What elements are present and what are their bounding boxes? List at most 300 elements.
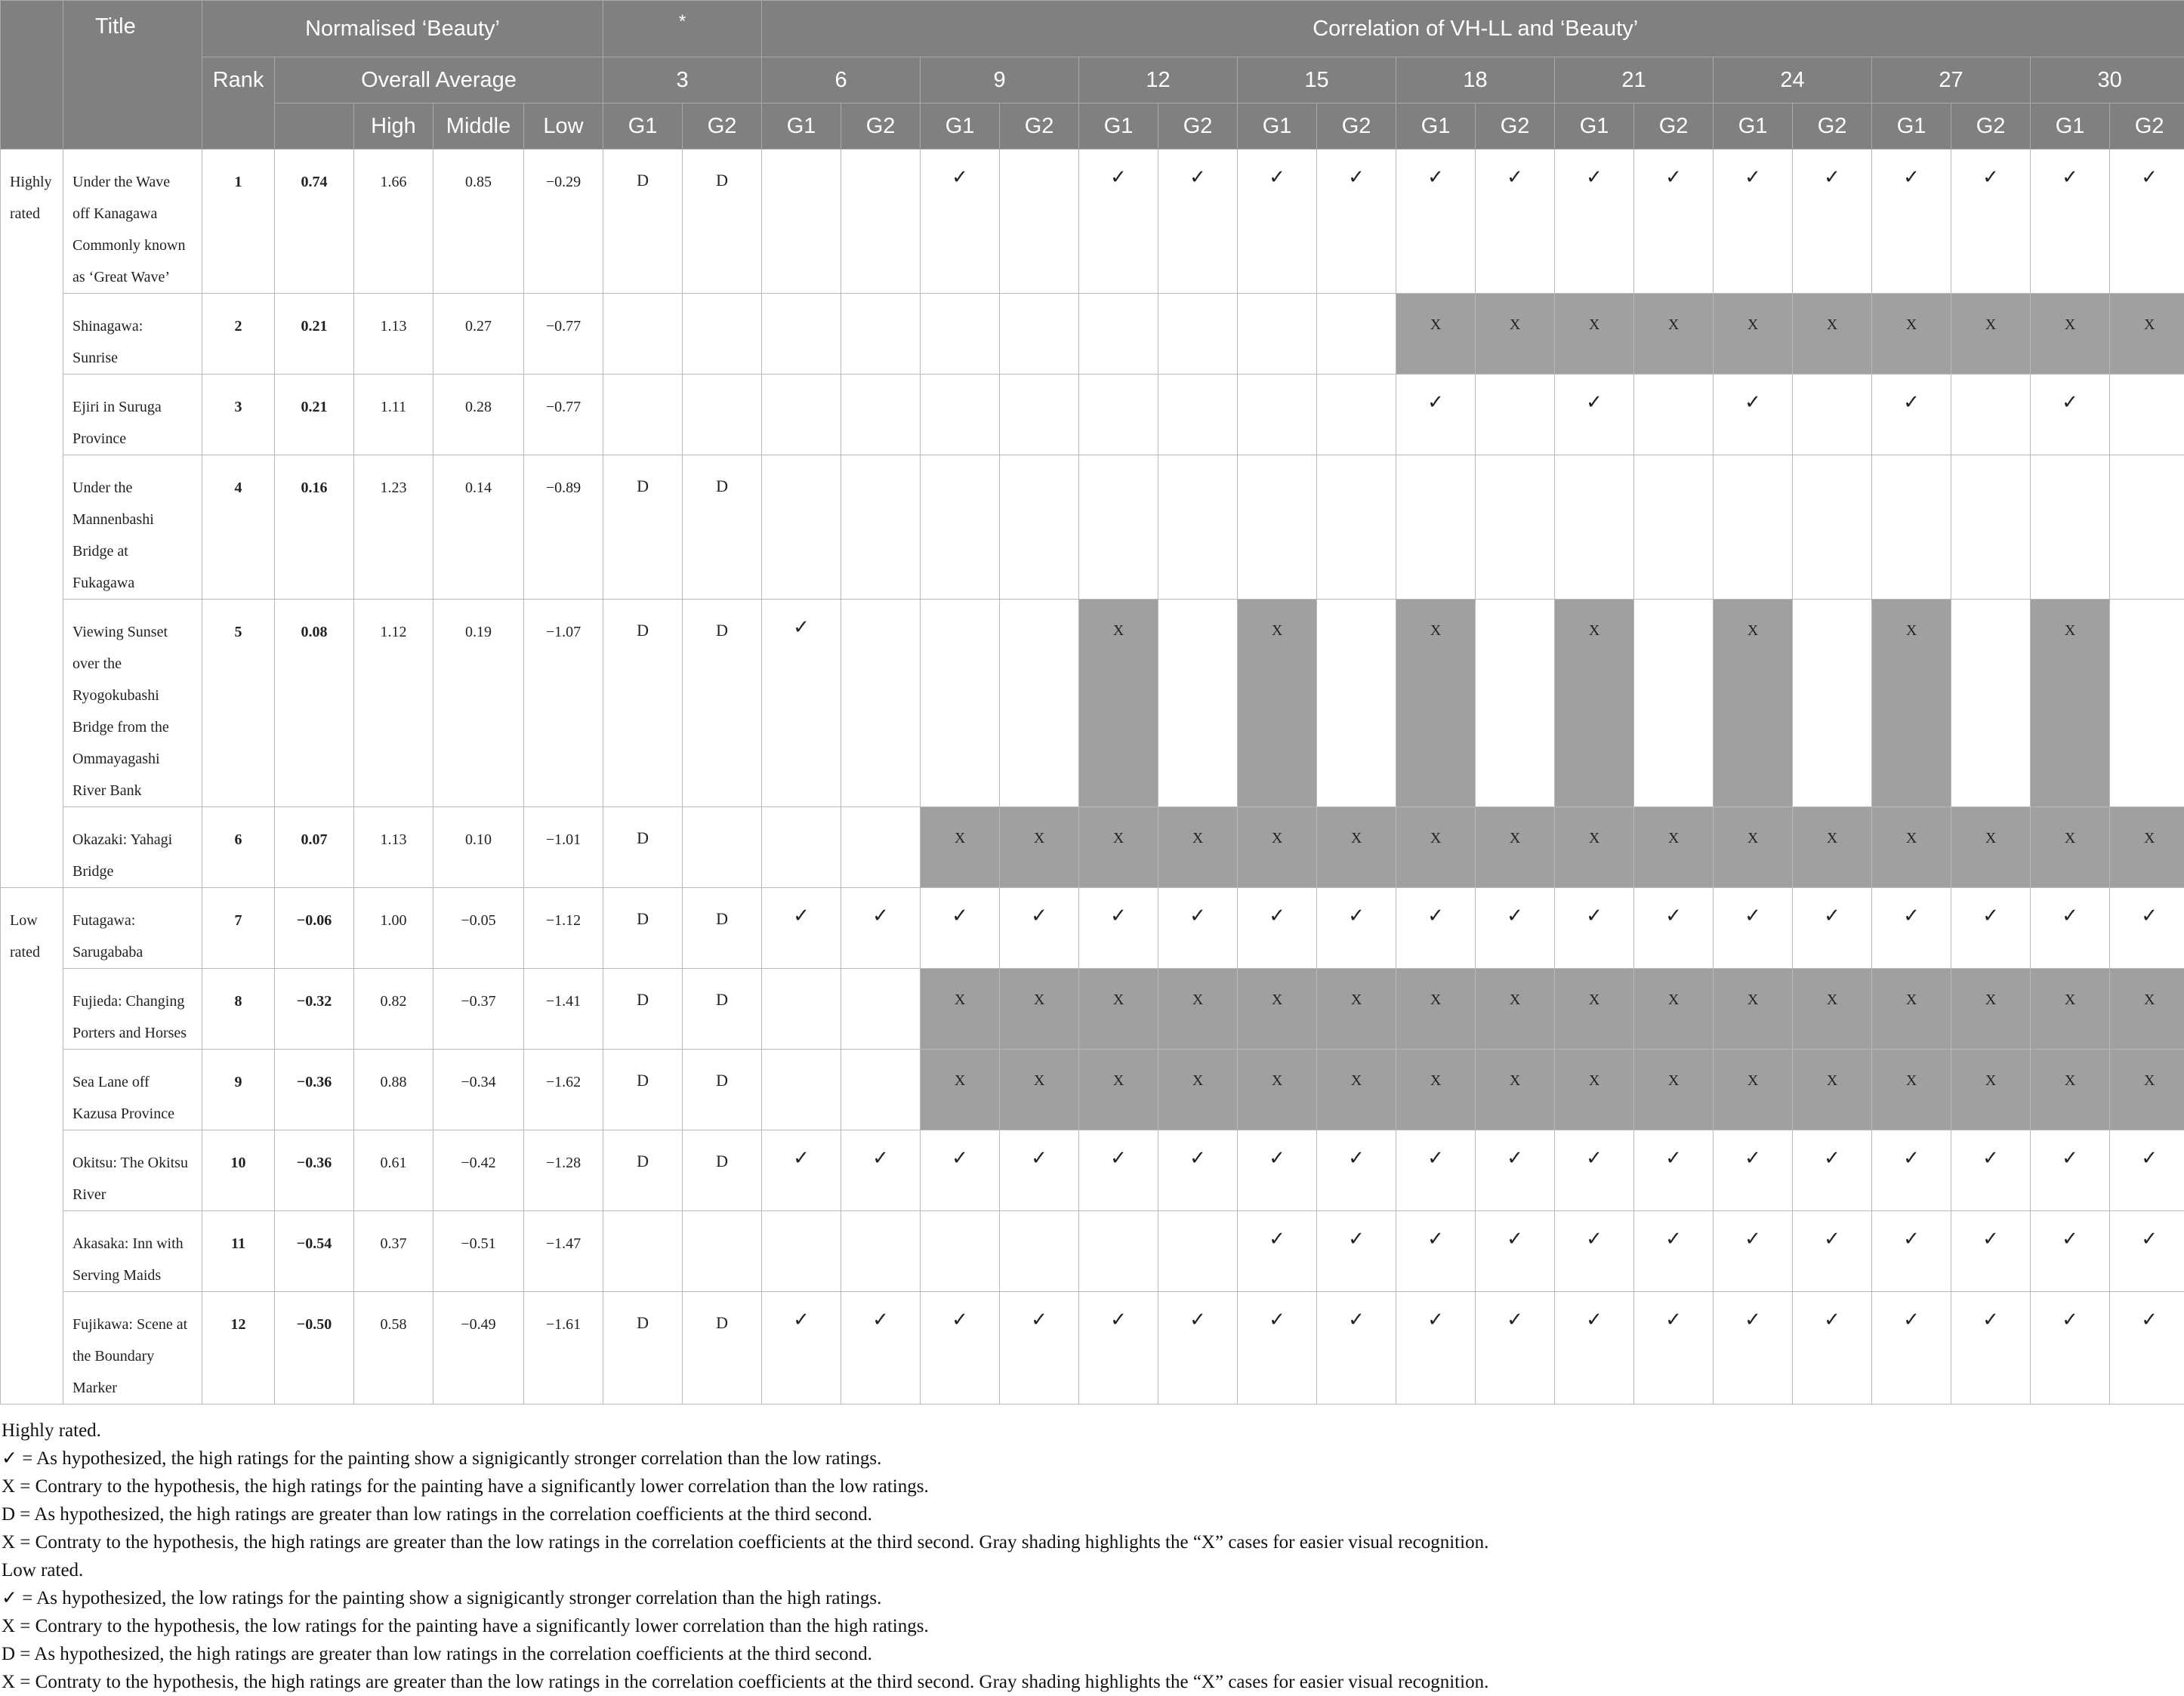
rank-cell: 8 (202, 969, 275, 1050)
mark-x-cell: X (1238, 807, 1317, 888)
painting-title (63, 294, 202, 375)
rank-cell: 1 (202, 150, 275, 294)
header-avg-blank (275, 103, 354, 150)
mark-empty-cell (1634, 600, 1714, 807)
mark-empty-cell (921, 294, 1000, 375)
table-row (1, 1211, 2184, 1292)
mark-check-cell: ✓ (1317, 150, 1396, 294)
middle-cell: −0.34 (433, 1050, 524, 1130)
mark-empty-cell (841, 1211, 921, 1292)
painting-title (63, 1130, 202, 1211)
mark-check-cell: ✓ (921, 1292, 1000, 1405)
mark-x-cell: X (1476, 807, 1555, 888)
middle-cell: 0.10 (433, 807, 524, 888)
table-header (1, 1, 2184, 150)
footnote-line: ✓ = As hypothesized, the low ratings for the painting show a signigicantly stronger correlation than the high ratings. (2, 1584, 2176, 1612)
overall-average-cell: 0.21 (275, 375, 354, 455)
mark-d-cell: D (683, 455, 762, 600)
group-label-line: Highly (10, 166, 63, 198)
mark-empty-cell (841, 807, 921, 888)
low-cell: −0.77 (524, 375, 603, 455)
mark-x-cell: X (1951, 807, 2031, 888)
mark-check-cell: ✓ (1000, 1292, 1079, 1405)
mark-empty-cell (1951, 600, 2031, 807)
header-g2: G2 (1158, 103, 1238, 150)
painting-title (63, 455, 202, 600)
mark-check-cell: ✓ (1476, 1292, 1555, 1405)
header-second: 30 (2031, 57, 2184, 103)
group-label (1, 888, 63, 1405)
middle-cell: 0.28 (433, 375, 524, 455)
high-cell: 1.00 (354, 888, 433, 969)
painting-title-line: Fukagawa (72, 567, 197, 599)
mark-x-cell: X (1158, 1050, 1238, 1130)
mark-check-cell: ✓ (1872, 1130, 1951, 1211)
mark-check-cell: ✓ (1158, 888, 1238, 969)
mark-check-cell: ✓ (1714, 1211, 1793, 1292)
mark-empty-cell (841, 455, 921, 600)
mark-x-cell: X (1951, 294, 2031, 375)
mark-check-cell: ✓ (2110, 888, 2184, 969)
mark-empty-cell (1793, 375, 1872, 455)
mark-x-cell: X (1555, 600, 1634, 807)
header-rank: Rank (202, 57, 275, 150)
mark-empty-cell (1555, 455, 1634, 600)
overall-average-cell: 0.08 (275, 600, 354, 807)
painting-title-line: Under the (72, 472, 197, 504)
table-row (1, 1130, 2184, 1211)
low-cell: −1.61 (524, 1292, 603, 1405)
header-g1: G1 (1396, 103, 1476, 150)
footnote-line: X = Contrary to the hypothesis, the low ratings for the painting have a significantly lower correlation than the high ratings. (2, 1612, 2176, 1640)
header-normalised-beauty: Normalised ‘Beauty’ (202, 1, 603, 57)
mark-check-cell: ✓ (2110, 1130, 2184, 1211)
mark-check-cell: ✓ (1158, 150, 1238, 294)
header-second: 21 (1555, 57, 1714, 103)
mark-d-cell: D (603, 969, 683, 1050)
high-cell: 1.12 (354, 600, 433, 807)
mark-empty-cell (1158, 455, 1238, 600)
mark-empty-cell (1000, 600, 1079, 807)
low-cell: −1.12 (524, 888, 603, 969)
painting-title (63, 969, 202, 1050)
mark-empty-cell (1079, 294, 1158, 375)
mark-x-cell: X (2031, 294, 2110, 375)
mark-check-cell: ✓ (1872, 1292, 1951, 1405)
mark-x-cell: X (2110, 807, 2184, 888)
mark-x-cell: X (2031, 969, 2110, 1050)
middle-cell: 0.14 (433, 455, 524, 600)
table-row (1, 150, 2184, 294)
mark-x-cell: X (1317, 1050, 1396, 1130)
mark-empty-cell (841, 294, 921, 375)
painting-title-line: Mannenbashi (72, 504, 197, 535)
painting-title-line: Okazaki: Yahagi (72, 824, 197, 856)
mark-empty-cell (1079, 455, 1158, 600)
mark-x-cell: X (1951, 969, 2031, 1050)
mark-empty-cell (841, 969, 921, 1050)
mark-check-cell: ✓ (2031, 888, 2110, 969)
mark-check-cell: ✓ (1079, 1292, 1158, 1405)
mark-check-cell: ✓ (1317, 1292, 1396, 1405)
rank-cell: 10 (202, 1130, 275, 1211)
mark-empty-cell (1793, 600, 1872, 807)
mark-check-cell: ✓ (1396, 1130, 1476, 1211)
rank-cell: 2 (202, 294, 275, 375)
low-cell: −1.01 (524, 807, 603, 888)
header-g1: G1 (762, 103, 841, 150)
mark-empty-cell (603, 375, 683, 455)
mark-x-cell: X (1396, 1050, 1476, 1130)
mark-x-cell: X (1396, 969, 1476, 1050)
footnote-line: ✓ = As hypothesized, the high ratings for the painting show a signigicantly stronger correlation than the low ratings. (2, 1445, 2176, 1472)
mark-check-cell: ✓ (1476, 1211, 1555, 1292)
mark-d-cell: D (603, 455, 683, 600)
mark-d-cell: D (683, 1130, 762, 1211)
mark-empty-cell (1079, 1211, 1158, 1292)
mark-empty-cell (683, 1211, 762, 1292)
mark-check-cell: ✓ (1872, 1211, 1951, 1292)
mark-x-cell: X (1634, 969, 1714, 1050)
mark-d-cell: D (683, 888, 762, 969)
mark-d-cell: D (603, 807, 683, 888)
painting-title-line: Bridge at (72, 535, 197, 567)
mark-empty-cell (1317, 455, 1396, 600)
mark-check-cell: ✓ (1951, 1292, 2031, 1405)
rank-cell: 9 (202, 1050, 275, 1130)
mark-x-cell: X (1317, 969, 1396, 1050)
mark-empty-cell (762, 969, 841, 1050)
mark-x-cell: X (921, 969, 1000, 1050)
mark-x-cell: X (2110, 969, 2184, 1050)
mark-check-cell: ✓ (2031, 1292, 2110, 1405)
mark-x-cell: X (1951, 1050, 2031, 1130)
painting-title (63, 375, 202, 455)
header-g1: G1 (2031, 103, 2110, 150)
mark-empty-cell (762, 1211, 841, 1292)
mark-empty-cell (1158, 600, 1238, 807)
mark-empty-cell (762, 375, 841, 455)
mark-check-cell: ✓ (1793, 888, 1872, 969)
painting-title-line: River Bank (72, 775, 197, 806)
mark-x-cell: X (1793, 969, 1872, 1050)
mark-empty-cell (1000, 1211, 1079, 1292)
header-second: 6 (762, 57, 921, 103)
painting-title-line: Porters and Horses (72, 1017, 197, 1049)
painting-title (63, 600, 202, 807)
mark-check-cell: ✓ (762, 1130, 841, 1211)
painting-title (63, 1050, 202, 1130)
mark-empty-cell (1396, 455, 1476, 600)
table-row (1, 455, 2184, 600)
painting-title-line: Serving Maids (72, 1260, 197, 1291)
mark-check-cell: ✓ (1317, 1130, 1396, 1211)
mark-check-cell: ✓ (2110, 1292, 2184, 1405)
table-row (1, 888, 2184, 969)
mark-x-cell: X (1634, 1050, 1714, 1130)
mark-check-cell: ✓ (1079, 150, 1158, 294)
mark-empty-cell (1476, 455, 1555, 600)
mark-x-cell: X (1714, 807, 1793, 888)
mark-empty-cell (603, 1211, 683, 1292)
table-row (1, 969, 2184, 1050)
footnote-line: X = Contraty to the hypothesis, the high ratings are greater than the low ratings in the correlation coefficients at the third second. Gray shading highlights the “X” cases for easier visual recognition. (2, 1668, 2176, 1696)
mark-check-cell: ✓ (921, 150, 1000, 294)
painting-title (63, 807, 202, 888)
mark-check-cell: ✓ (1238, 888, 1317, 969)
mark-empty-cell (762, 294, 841, 375)
middle-cell: 0.27 (433, 294, 524, 375)
mark-empty-cell (1476, 600, 1555, 807)
mark-d-cell: D (603, 888, 683, 969)
mark-check-cell: ✓ (1951, 1211, 2031, 1292)
high-cell: 0.88 (354, 1050, 433, 1130)
mark-empty-cell (2110, 375, 2184, 455)
mark-empty-cell (1238, 375, 1317, 455)
mark-d-cell: D (603, 1050, 683, 1130)
header-middle: Middle (433, 103, 524, 150)
mark-empty-cell (1238, 455, 1317, 600)
painting-title-line: Ommayagashi (72, 743, 197, 775)
painting-title-line: Marker (72, 1372, 197, 1404)
mark-check-cell: ✓ (2031, 1130, 2110, 1211)
mark-x-cell: X (1714, 1050, 1793, 1130)
mark-check-cell: ✓ (1555, 1130, 1634, 1211)
mark-empty-cell (841, 600, 921, 807)
table-row (1, 375, 2184, 455)
painting-title-line: Bridge (72, 856, 197, 887)
mark-d-cell: D (603, 600, 683, 807)
mark-d-cell: D (683, 600, 762, 807)
mark-x-cell: X (1476, 294, 1555, 375)
overall-average-cell: −0.06 (275, 888, 354, 969)
overall-average-cell: 0.21 (275, 294, 354, 375)
mark-x-cell: X (2031, 1050, 2110, 1130)
header-g1: G1 (1238, 103, 1317, 150)
group-label-line: rated (10, 936, 63, 968)
mark-x-cell: X (1714, 294, 1793, 375)
mark-x-cell: X (1714, 969, 1793, 1050)
painting-title (63, 1211, 202, 1292)
mark-x-cell: X (1396, 294, 1476, 375)
header-second: 3 (603, 57, 762, 103)
rank-cell: 7 (202, 888, 275, 969)
mark-check-cell: ✓ (1238, 1211, 1317, 1292)
mark-check-cell: ✓ (1079, 1130, 1158, 1211)
mark-check-cell: ✓ (841, 1130, 921, 1211)
painting-title-line: as ‘Great Wave’ (72, 261, 197, 293)
header-asterisk: * (603, 1, 762, 57)
mark-check-cell: ✓ (1793, 1292, 1872, 1405)
high-cell: 1.66 (354, 150, 433, 294)
mark-check-cell: ✓ (1079, 888, 1158, 969)
mark-empty-cell (1000, 375, 1079, 455)
mark-d-cell: D (603, 1130, 683, 1211)
middle-cell: 0.85 (433, 150, 524, 294)
mark-x-cell: X (1555, 294, 1634, 375)
mark-empty-cell (1000, 150, 1079, 294)
high-cell: 1.13 (354, 294, 433, 375)
mark-check-cell: ✓ (1793, 1130, 1872, 1211)
painting-title-line: off Kanagawa (72, 198, 197, 230)
high-cell: 0.61 (354, 1130, 433, 1211)
mark-check-cell: ✓ (1714, 1130, 1793, 1211)
mark-x-cell: X (1872, 1050, 1951, 1130)
mark-empty-cell (1793, 455, 1872, 600)
mark-x-cell: X (1634, 807, 1714, 888)
low-cell: −0.89 (524, 455, 603, 600)
table-row (1, 1050, 2184, 1130)
mark-check-cell: ✓ (1714, 888, 1793, 969)
header-g2: G2 (841, 103, 921, 150)
mark-empty-cell (1317, 600, 1396, 807)
mark-empty-cell (683, 375, 762, 455)
mark-empty-cell (2110, 600, 2184, 807)
painting-title (63, 150, 202, 294)
mark-check-cell: ✓ (1951, 1130, 2031, 1211)
mark-check-cell: ✓ (1951, 150, 2031, 294)
mark-check-cell: ✓ (841, 1292, 921, 1405)
mark-x-cell: X (1634, 294, 1714, 375)
mark-check-cell: ✓ (1317, 888, 1396, 969)
mark-check-cell: ✓ (1555, 888, 1634, 969)
mark-x-cell: X (1872, 294, 1951, 375)
painting-title-line: Viewing Sunset (72, 616, 197, 648)
mark-empty-cell (1158, 1211, 1238, 1292)
mark-empty-cell (921, 600, 1000, 807)
mark-check-cell: ✓ (1396, 150, 1476, 294)
header-second: 24 (1714, 57, 1872, 103)
table-row (1, 294, 2184, 375)
header-g1: G1 (1872, 103, 1951, 150)
mark-check-cell: ✓ (2031, 1211, 2110, 1292)
mark-d-cell: D (683, 969, 762, 1050)
high-cell: 1.13 (354, 807, 433, 888)
mark-empty-cell (762, 150, 841, 294)
mark-empty-cell (683, 807, 762, 888)
rank-cell: 3 (202, 375, 275, 455)
mark-empty-cell (921, 1211, 1000, 1292)
mark-check-cell: ✓ (1238, 1292, 1317, 1405)
high-cell: 1.23 (354, 455, 433, 600)
header-second: 12 (1079, 57, 1238, 103)
header-g1: G1 (1714, 103, 1793, 150)
mark-check-cell: ✓ (1238, 1130, 1317, 1211)
mark-empty-cell (1317, 375, 1396, 455)
painting-title-line: Kazusa Province (72, 1098, 197, 1130)
group-label (1, 150, 63, 888)
footnote-line: X = Contraty to the hypothesis, the high ratings are greater than the low ratings in the correlation coefficients at the third second. Gray shading highlights the “X” cases for easier visual recognition. (2, 1528, 2176, 1556)
overall-average-cell: −0.36 (275, 1050, 354, 1130)
mark-x-cell: X (1238, 600, 1317, 807)
mark-x-cell: X (1872, 969, 1951, 1050)
middle-cell: −0.05 (433, 888, 524, 969)
header-g2: G2 (1317, 103, 1396, 150)
mark-x-cell: X (1079, 1050, 1158, 1130)
mark-check-cell: ✓ (1793, 1211, 1872, 1292)
table-row (1, 1292, 2184, 1405)
painting-title-line: Bridge from the (72, 711, 197, 743)
painting-title-line: Sarugababa (72, 936, 197, 968)
mark-x-cell: X (1555, 1050, 1634, 1130)
mark-check-cell: ✓ (762, 600, 841, 807)
high-cell: 0.82 (354, 969, 433, 1050)
mark-x-cell: X (1079, 600, 1158, 807)
painting-title-line: Sunrise (72, 342, 197, 374)
footnote-line: Highly rated. (2, 1417, 2176, 1445)
rank-cell: 4 (202, 455, 275, 600)
overall-average-cell: 0.07 (275, 807, 354, 888)
mark-empty-cell (841, 375, 921, 455)
painting-title-line: Sea Lane off (72, 1066, 197, 1098)
header-g2: G2 (2110, 103, 2184, 150)
mark-x-cell: X (1714, 600, 1793, 807)
mark-empty-cell (1000, 455, 1079, 600)
header-g1: G1 (1555, 103, 1634, 150)
mark-empty-cell (1951, 375, 2031, 455)
mark-empty-cell (2031, 455, 2110, 600)
mark-check-cell: ✓ (1872, 375, 1951, 455)
mark-check-cell: ✓ (2031, 375, 2110, 455)
header-high: High (354, 103, 433, 150)
high-cell: 0.58 (354, 1292, 433, 1405)
mark-empty-cell (762, 455, 841, 600)
mark-check-cell: ✓ (1634, 1292, 1714, 1405)
header-stub (1, 1, 63, 150)
mark-check-cell: ✓ (1714, 1292, 1793, 1405)
footnote-line: D = As hypothesized, the high ratings are greater than low ratings in the correlation coefficients at the third second. (2, 1640, 2176, 1668)
mark-check-cell: ✓ (1158, 1292, 1238, 1405)
mark-x-cell: X (1000, 1050, 1079, 1130)
middle-cell: −0.42 (433, 1130, 524, 1211)
mark-check-cell: ✓ (762, 1292, 841, 1405)
header-title: Title (63, 1, 202, 150)
mark-check-cell: ✓ (762, 888, 841, 969)
mark-check-cell: ✓ (841, 888, 921, 969)
high-cell: 0.37 (354, 1211, 433, 1292)
mark-check-cell: ✓ (1396, 888, 1476, 969)
painting-title-line: River (72, 1179, 197, 1210)
low-cell: −1.28 (524, 1130, 603, 1211)
rank-cell: 5 (202, 600, 275, 807)
mark-check-cell: ✓ (1158, 1130, 1238, 1211)
mark-check-cell: ✓ (2110, 150, 2184, 294)
mark-x-cell: X (2110, 294, 2184, 375)
painting-title-line: Okitsu: The Okitsu (72, 1147, 197, 1179)
painting-title-line: over the (72, 648, 197, 680)
middle-cell: 0.19 (433, 600, 524, 807)
group-label-line: rated (10, 198, 63, 230)
mark-x-cell: X (2031, 807, 2110, 888)
rank-cell: 11 (202, 1211, 275, 1292)
low-cell: −0.29 (524, 150, 603, 294)
mark-x-cell: X (1476, 969, 1555, 1050)
painting-title-line: Fujikawa: Scene at (72, 1309, 197, 1340)
mark-empty-cell (762, 807, 841, 888)
mark-empty-cell (841, 150, 921, 294)
mark-empty-cell (2110, 455, 2184, 600)
painting-title-line: the Boundary (72, 1340, 197, 1372)
painting-title-line: Under the Wave (72, 166, 197, 198)
mark-empty-cell (1476, 375, 1555, 455)
mark-d-cell: D (683, 1050, 762, 1130)
mark-empty-cell (1634, 455, 1714, 600)
mark-x-cell: X (2110, 1050, 2184, 1130)
header-g1: G1 (1079, 103, 1158, 150)
mark-empty-cell (762, 1050, 841, 1130)
mark-check-cell: ✓ (1317, 1211, 1396, 1292)
table-row (1, 600, 2184, 807)
